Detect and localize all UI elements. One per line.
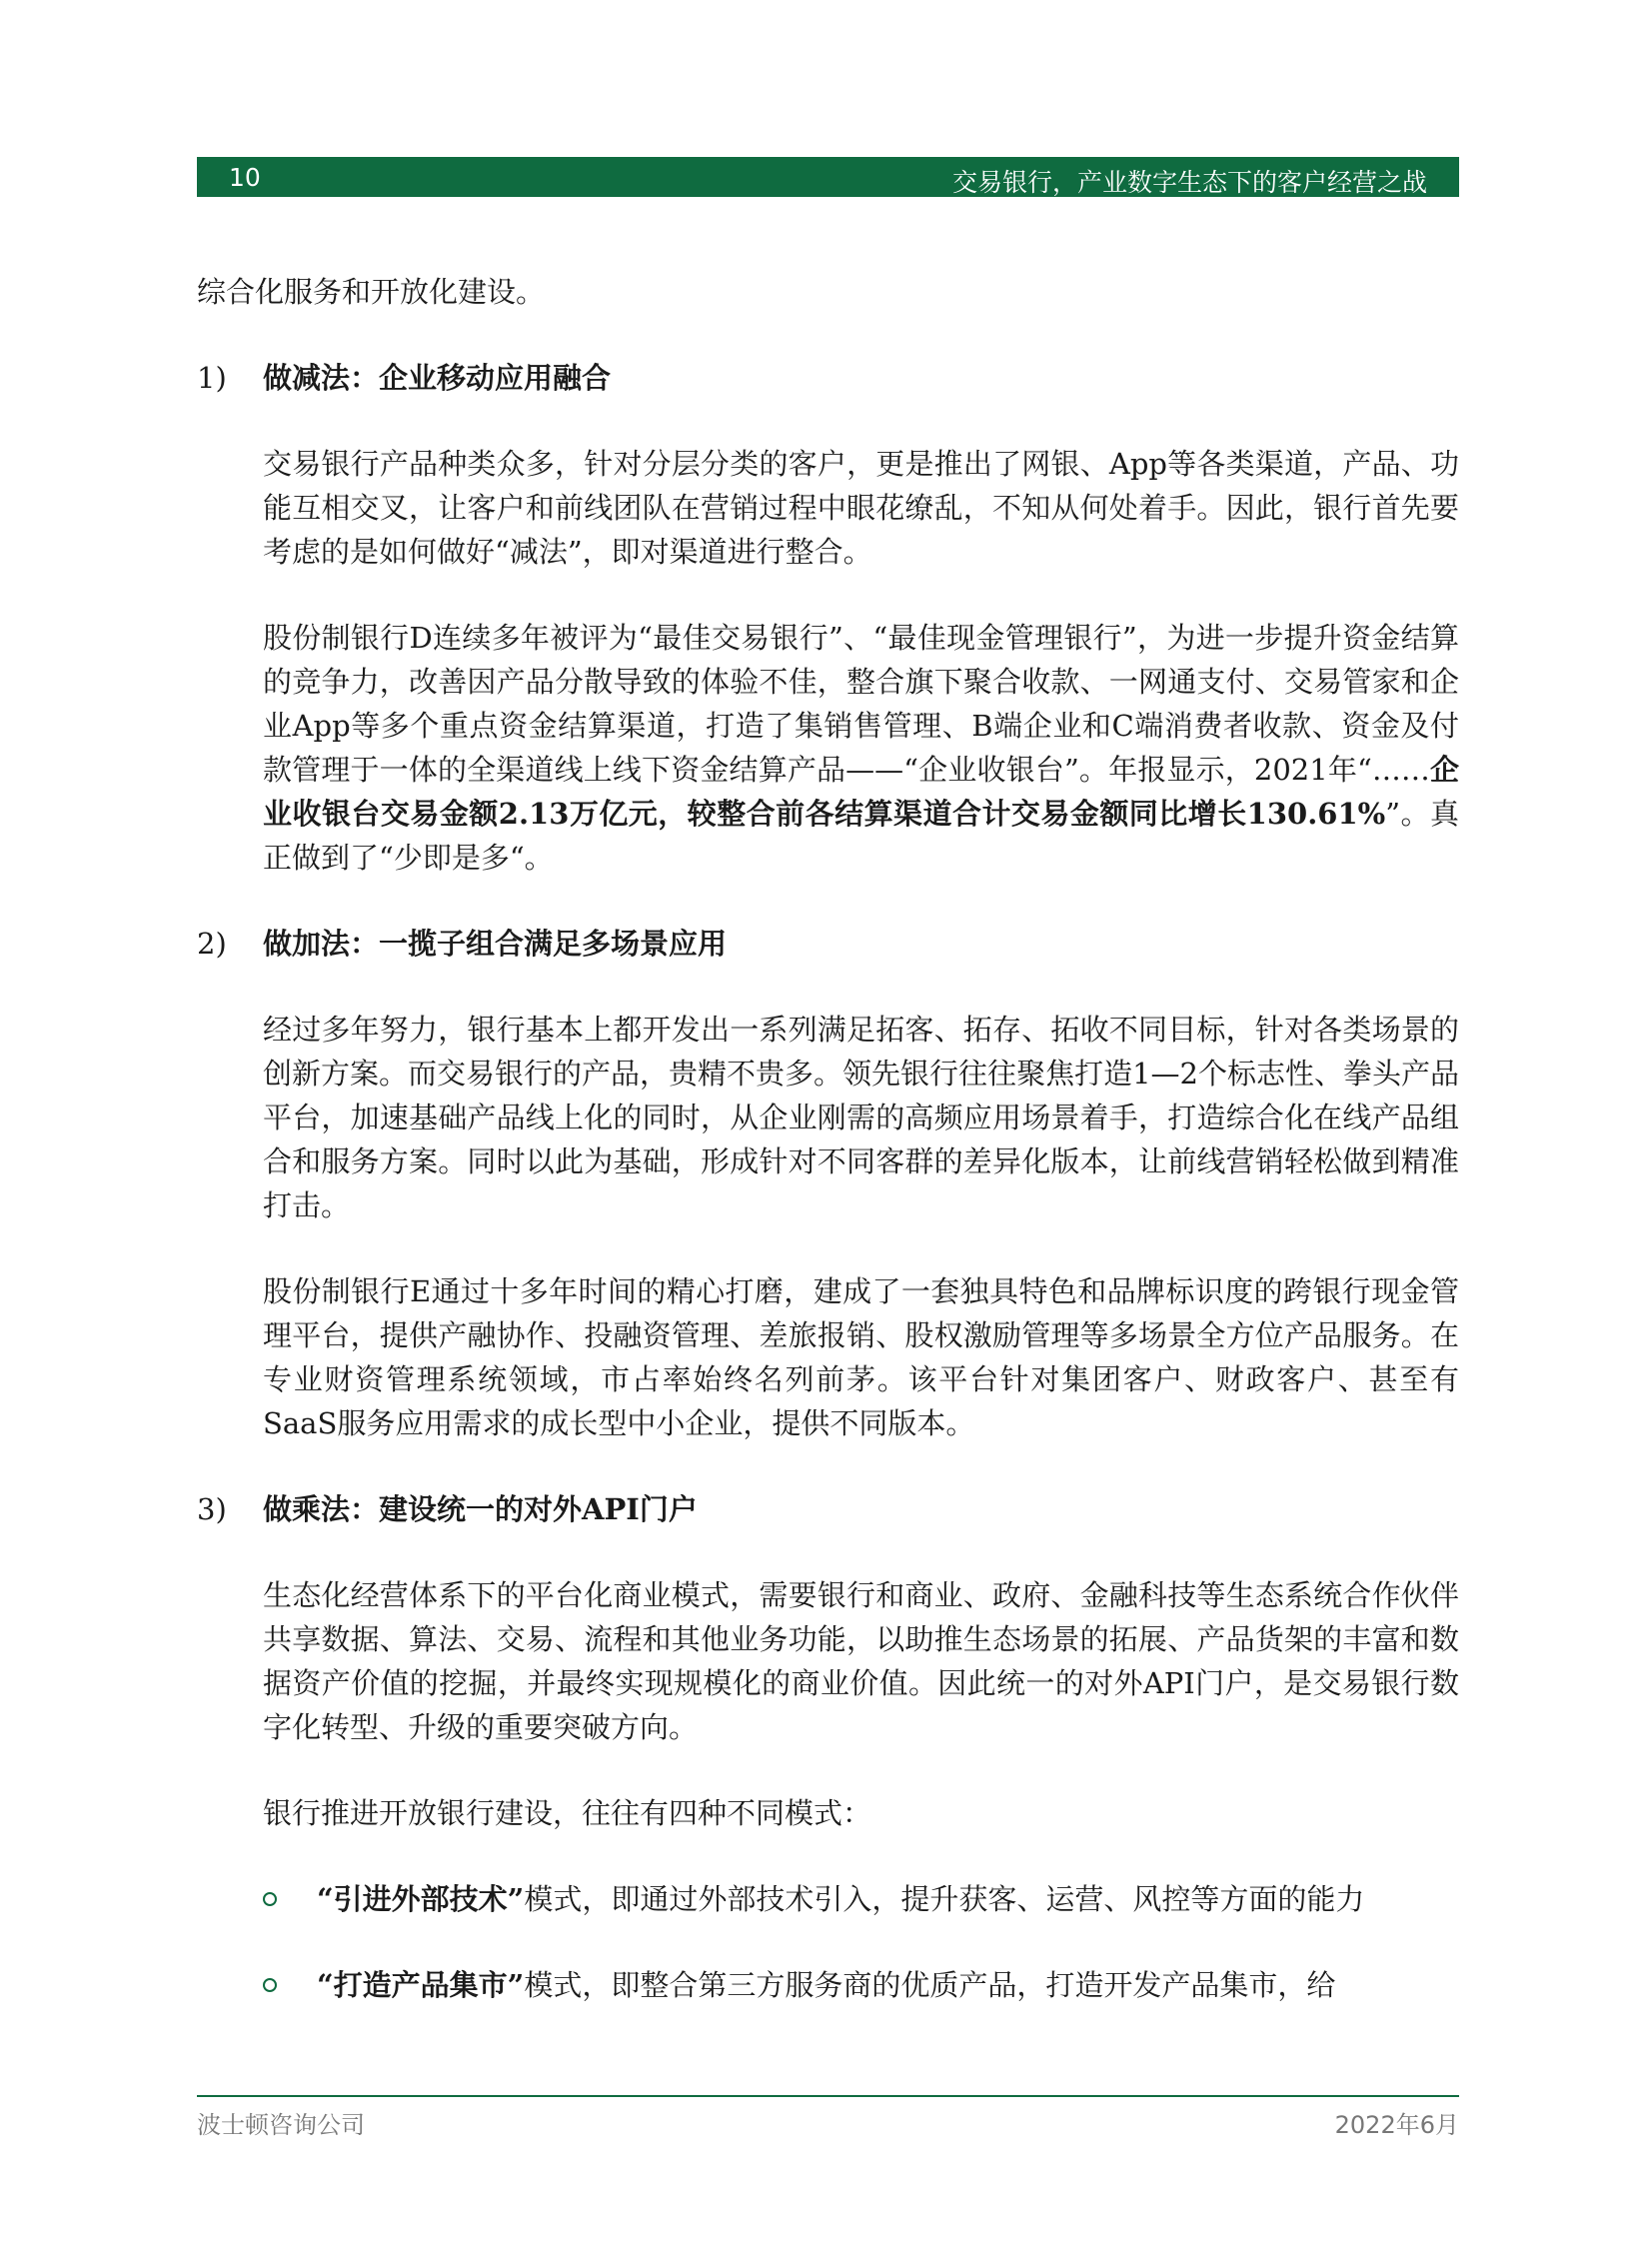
header-bar: [197, 157, 1459, 197]
section-3-paragraph-1: 生态化经营体系下的平台化商业模式，需要银行和商业、政府、金融科技等生态系统合作伙伴共享数据、算法、交易、流程和其他业务功能，以助推生态场景的拓展、产品货架的丰富和数据资产价值的挖掘，并最终实现规模化的商业价值。因此统一的对外API门户，是交易银行数字化转型、升级的重要突破方向。: [263, 1578, 1459, 1744]
list-item: [263, 1963, 1459, 2007]
circle-bullet-icon: [263, 1978, 277, 1992]
section-2-number: 2): [197, 927, 227, 961]
footer-company: 波士顿咨询公司: [197, 2111, 365, 2139]
section-3-heading: [197, 1487, 1459, 1531]
section-3-paragraph-2: 银行推进开放银行建设，往往有四种不同模式：: [263, 1796, 872, 1830]
section-3-number: 3): [197, 1492, 227, 1526]
circle-bullet-icon: [263, 1892, 277, 1906]
section-1-heading: [197, 356, 1459, 400]
section-1-paragraph-1: 交易银行产品种类众多，针对分层分类的客户，更是推出了网银、App等各类渠道，产品、功能互相交叉，让客户和前线团队在营销过程中眼花缭乱，不知从何处着手。因此，银行首先要考虑的是如何做好“减法”，即对渠道进行整合。: [263, 447, 1459, 569]
page-body: [197, 270, 1459, 2049]
section-1-paragraph-2-a: 股份制银行D连续多年被评为“最佳交易银行”、“最佳现金管理银行”，为进一步提升资金结算的竞争力，改善因产品分散导致的体验不佳，整合旗下聚合收款、一网通支付、交易管家和企业App等多个重点资金结算渠道，打造了集销售管理、B端企业和C端消费者收款、资金及付款管理于一体的全渠道线上线下资金结算产品——“企业收银台”。年报显示，2021年“……: [263, 621, 1459, 787]
intro-line: 综合化服务和开放化建设。: [197, 275, 546, 309]
section-2-title: 做加法：一揽子组合满足多场景应用: [263, 927, 728, 961]
list-item: [263, 1877, 1459, 1921]
section-1-number: 1): [197, 361, 227, 395]
section-1-paragraph-2-bold: 企业收银台交易金额2.13万亿元，较整合前各结算渠道合计交易金额同比增长130.61%: [263, 753, 1459, 831]
footer-divider: [197, 2095, 1459, 2097]
page-number: 10: [229, 163, 261, 192]
section-2-heading: [197, 922, 1459, 966]
section-1-paragraph-2: [263, 616, 1459, 880]
section-3-title: 做乘法：建设统一的对外API门户: [263, 1492, 698, 1526]
footer-date: 2022年6月: [1334, 2111, 1459, 2139]
section-1-title: 做减法：企业移动应用融合: [263, 361, 612, 395]
section-2-paragraph-2: 股份制银行E通过十多年时间的精心打磨，建成了一套独具特色和品牌标识度的跨银行现金管理平台，提供产融协作、投融资管理、差旅报销、股权激励管理等多场景全方位产品服务。在专业财资管理系统领域，市占率始终名列前茅。该平台针对集团客户、财政客户、甚至有SaaS服务应用需求的成长型中小企业，提供不同版本。: [263, 1274, 1459, 1440]
bullet-1-text: 模式，即通过外部技术引入，提升获客、运营、风控等方面的能力: [524, 1882, 1365, 1916]
document-title: 交易银行，产业数字生态下的客户经营之战: [951, 168, 1427, 197]
section-1-paragraph-2-b: ”。真正做到了“少即是多“。: [263, 797, 1460, 875]
bullet-2-bold: “打造产品集市”: [317, 1968, 525, 2002]
section-2-paragraph-1: 经过多年努力，银行基本上都开发出一系列满足拓客、拓存、拓收不同目标，针对各类场景的创新方案。而交易银行的产品，贵精不贵多。领先银行往往聚焦打造1—2个标志性、拳头产品平台，加速基础产品线上化的同时，从企业刚需的高频应用场景着手，打造综合化在线产品组合和服务方案。同时以此为基础，形成针对不同客群的差异化版本，让前线营销轻松做到精准打击。: [263, 1013, 1459, 1222]
bullet-1-bold: “引进外部技术”: [317, 1882, 525, 1916]
bullet-2-text: 模式，即整合第三方服务商的优质产品，打造开发产品集市，给: [524, 1968, 1336, 2002]
